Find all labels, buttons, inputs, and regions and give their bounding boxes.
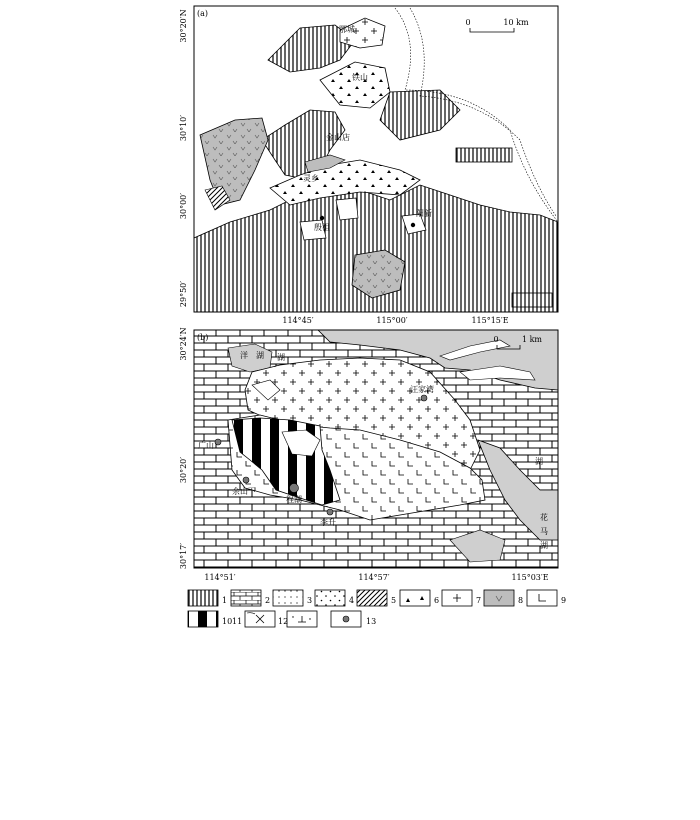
legend-item-12 bbox=[278, 611, 317, 627]
map-b-place-wangjiawan: 汪家湾 bbox=[410, 385, 434, 394]
map-a-place-yinzu: 殷祖 bbox=[314, 223, 330, 232]
map-b-lon-3: 115°03′E bbox=[511, 573, 549, 582]
map-b-lat-3: 30°17′ bbox=[179, 542, 188, 570]
map-b-lat-2: 30°20′ bbox=[179, 456, 188, 484]
legend-item-11 bbox=[232, 611, 275, 627]
map-a-panel-label: (a) bbox=[197, 9, 209, 18]
map-a-lon-1: 114°45′ bbox=[282, 316, 314, 325]
map-a-lon-3: 115°15′E bbox=[471, 316, 509, 325]
map-b-lake-right-3: 湖 bbox=[540, 541, 548, 550]
map-b-place-lisheng: 李升 bbox=[320, 518, 336, 527]
map-a-place-jinshandian: 金山店 bbox=[326, 133, 350, 142]
svg-text:12: 12 bbox=[278, 617, 289, 626]
map-b-panel-label: (b) bbox=[197, 333, 209, 342]
map-a-scale-zero: 0 bbox=[465, 18, 471, 27]
map-b-lake-top-2: 湖 bbox=[256, 351, 264, 360]
map-a-lat-1: 30°20′N bbox=[179, 9, 188, 43]
svg-text:8: 8 bbox=[518, 596, 524, 605]
svg-text:9: 9 bbox=[561, 596, 567, 605]
svg-text:7: 7 bbox=[476, 596, 482, 605]
map-b-scale-label: 1 km bbox=[521, 335, 543, 344]
map-b-lake-right-2: 马 bbox=[540, 527, 548, 536]
map-a-scale-label: 10 km bbox=[503, 18, 529, 27]
svg-text:11: 11 bbox=[232, 617, 243, 626]
map-b-place-chengchao: 程潮 bbox=[286, 495, 302, 504]
map-b-lon-2: 114°57′ bbox=[358, 573, 390, 582]
map-a-place-yangxin: 阳新 bbox=[416, 209, 432, 218]
svg-text:4: 4 bbox=[349, 596, 355, 605]
legend bbox=[188, 590, 566, 627]
map-b-lat-1: 30°24′N bbox=[179, 327, 188, 361]
legend-item-5 bbox=[357, 590, 396, 606]
svg-text:10: 10 bbox=[222, 617, 233, 626]
legend-item-2 bbox=[231, 590, 270, 606]
svg-text:5: 5 bbox=[391, 596, 397, 605]
map-a-place-echeng: 鄂城 bbox=[339, 25, 355, 34]
legend-item-3 bbox=[273, 590, 312, 606]
map-b-lake-right-1: 花 bbox=[540, 513, 548, 522]
legend-item-6 bbox=[400, 590, 439, 606]
map-a-lat-4: 29°50′ bbox=[179, 280, 188, 308]
legend-item-8 bbox=[484, 590, 523, 606]
map-b-scale-zero: 0 bbox=[493, 335, 499, 344]
legend-item-7 bbox=[442, 590, 481, 606]
legend-item-9 bbox=[527, 590, 566, 606]
map-b-place-guangshan: 广山 bbox=[198, 441, 214, 450]
map-a-lat-2: 30°10′ bbox=[179, 114, 188, 142]
legend-item-13 bbox=[331, 611, 376, 627]
svg-text:2: 2 bbox=[265, 596, 271, 605]
map-b bbox=[179, 327, 558, 582]
map-b-lake-right-mid: 湖 bbox=[535, 457, 543, 466]
map-a-lat-3: 30°00′ bbox=[179, 192, 188, 220]
map-b-lon-1: 114°51′ bbox=[204, 573, 236, 582]
map-a-lon-2: 115°00′ bbox=[376, 316, 408, 325]
legend-item-1 bbox=[188, 590, 227, 606]
svg-text:6: 6 bbox=[434, 596, 440, 605]
legend-item-4 bbox=[315, 590, 354, 606]
svg-text:3: 3 bbox=[307, 596, 313, 605]
map-b-place-yushanxia: 余山下 bbox=[232, 487, 256, 496]
map-a bbox=[179, 6, 558, 325]
legend-item-10 bbox=[188, 611, 232, 627]
map-b-lake-top-3: 湖 bbox=[277, 353, 285, 362]
map-a-place-lingxiang: 灵乡 bbox=[303, 174, 319, 183]
map-b-lake-top-1: 洋 bbox=[240, 351, 248, 360]
map-a-place-tieshan: 铁山 bbox=[352, 73, 368, 82]
svg-text:13: 13 bbox=[366, 617, 377, 626]
svg-text:1: 1 bbox=[222, 596, 228, 605]
